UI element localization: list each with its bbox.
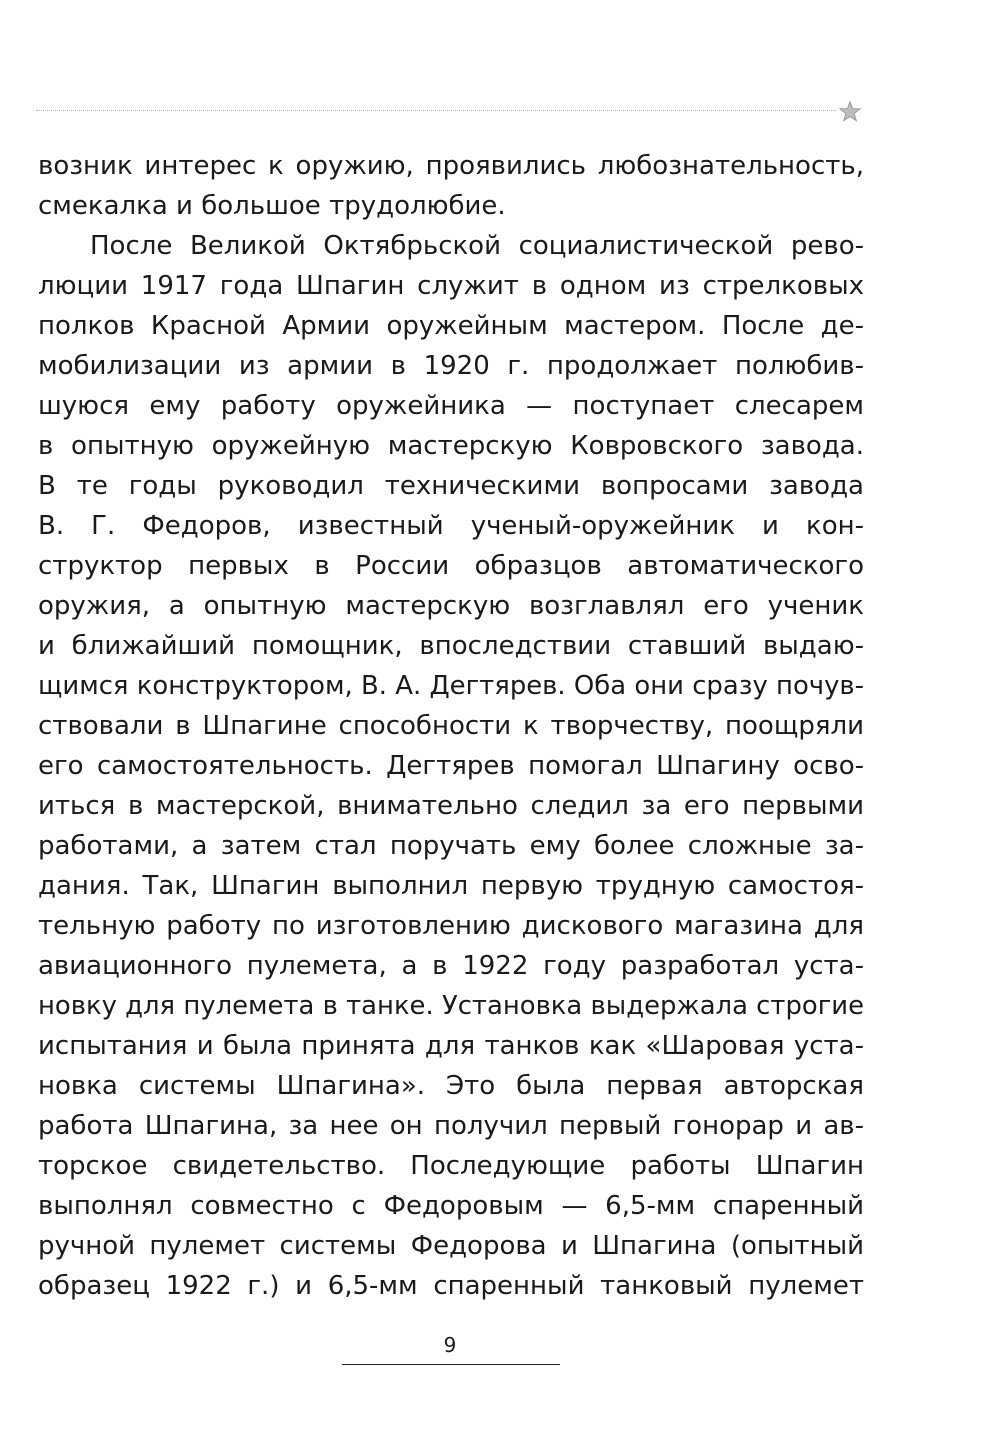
star-icon [838,100,862,124]
text-line: полков Красной Армии оружейным мастером. После де- [38,311,864,341]
text-line: оружия, а опытную мастерскую возглавлял его ученик [38,591,864,621]
text-line: работа Шпагина, за нее он получил первый гонорар и ав- [38,1111,864,1141]
page-number [0,1333,1000,1357]
text-line: люции 1917 года Шпагин служит в одном из стрелковых [38,271,864,301]
text-line: авиационного пулемета, а в 1922 году разработал уста- [38,951,864,981]
text-line: структор первых в России образцов автоматического [38,551,864,581]
text-line: торское свидетельство. Последующие работы Шпагин [38,1151,864,1181]
text-line: новка системы Шпагина». Это была первая авторская [38,1071,864,1101]
page-number-label: 9 [443,1333,457,1357]
text-line: испытания и была принята для танков как «Шаровая уста- [38,1031,864,1061]
footer-rule [342,1364,560,1365]
text-line: в опытную оружейную мастерскую Ковровского завода. [38,431,864,461]
text-line: щимся конструктором, В. А. Дегтярев. Оба они сразу почув- [38,671,864,701]
text-line: шуюся ему работу оружейника — поступает слесарем [38,391,864,421]
text-line: иться в мастерской, внимательно следил за его первыми [38,791,864,821]
text-line: тельную работу по изготовлению дискового магазина для [38,911,864,941]
text-line: мобилизации из армии в 1920 г. продолжает полюбив- [38,351,864,381]
text-line: дания. Так, Шпагин выполнил первую трудную самостоя- [38,871,864,901]
text-line: новку для пулемета в танке. Установка выдержала строгие [38,991,864,1021]
text-line: После Великой Октябрьской социалистической рево- [90,231,864,261]
text-line: выполнял совместно с Федоровым — 6,5-мм спаренный [38,1191,864,1221]
text-line: ствовали в Шпагине способности к творчеству, поощряли [38,711,864,741]
text-line: В. Г. Федоров, известный ученый-оружейник и кон- [38,511,864,541]
text-line: образец 1922 г.) и 6,5-мм спаренный танковый пулемет [38,1271,864,1301]
header-dotted-rule [36,110,836,111]
text-line: и ближайший помощник, впоследствии ставший выдаю- [38,631,864,661]
text-line: его самостоятельность. Дегтярев помогал Шпагину осво- [38,751,864,781]
text-line: работами, а затем стал поручать ему более сложные за- [38,831,864,861]
text-line: В те годы руководил техническими вопросами завода [38,471,864,501]
body-text [38,146,864,1306]
text-line: смекалка и большое трудолюбие. [38,191,506,221]
text-line: ручной пулемет системы Федорова и Шпагина (опытный [38,1231,864,1261]
text-line: возник интерес к оружию, проявились любознательность, [38,151,864,181]
